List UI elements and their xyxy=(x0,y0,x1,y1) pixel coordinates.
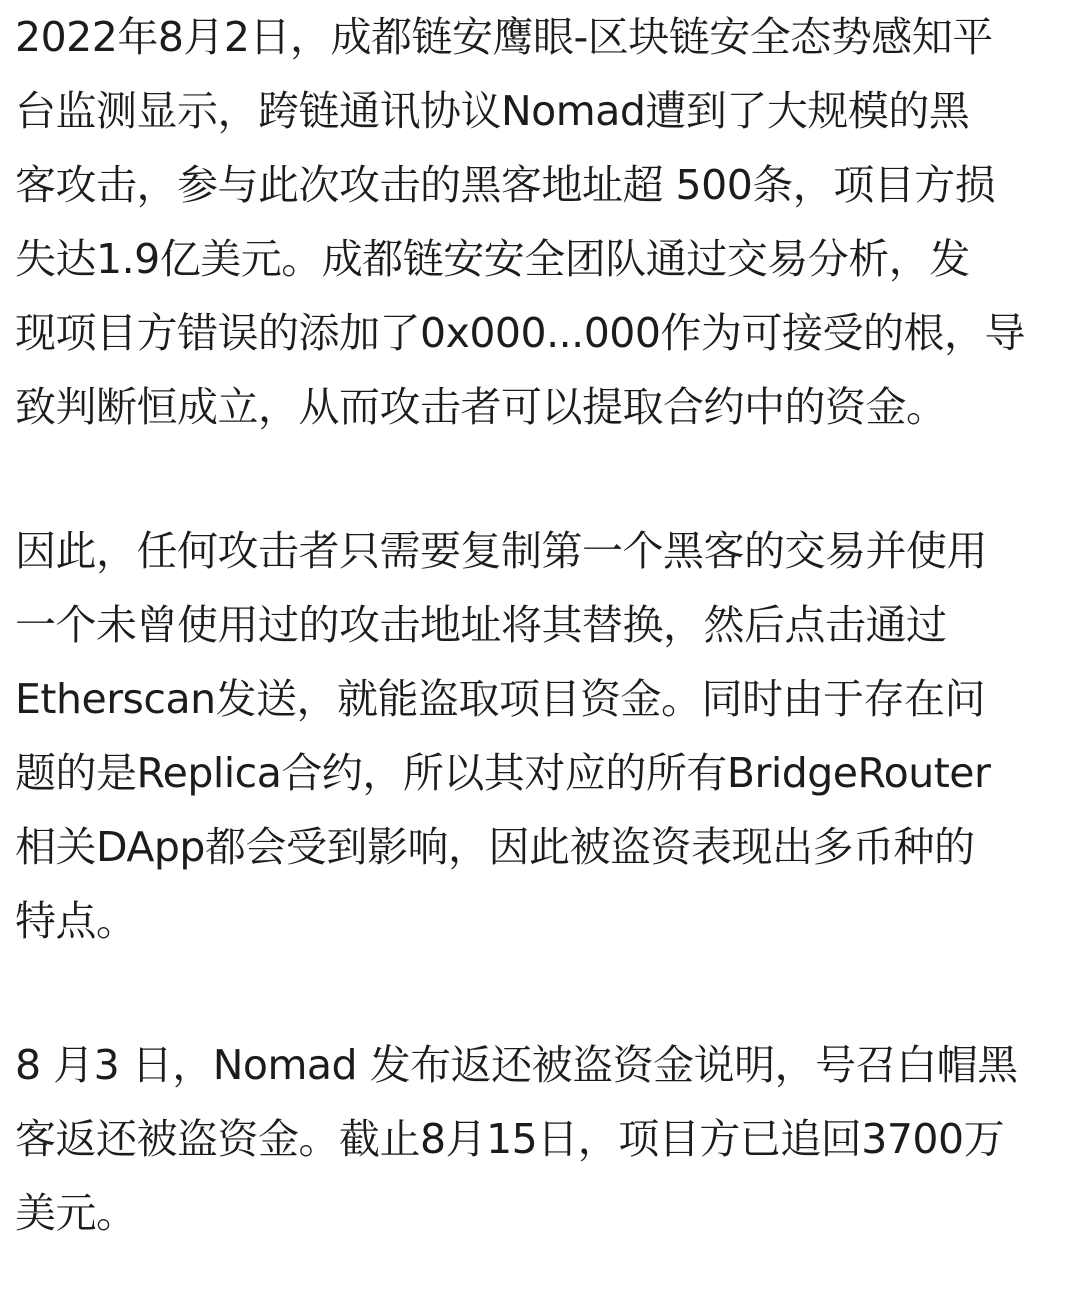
text-line: 题的是Replica合约，所以其对应的所有BridgeRouter xyxy=(15,749,991,797)
paragraph-spacer xyxy=(15,444,1070,514)
text-line: 相关DApp都会受到影响，因此被盗资表现出多币种的 xyxy=(15,823,975,871)
text-line: 特点。 xyxy=(15,897,137,945)
text-line: 8 月3 日，Nomad 发布返还被盗资金说明，号召白帽黑 xyxy=(15,1041,1018,1089)
text-line: 客返还被盗资金。截止8月15日，项目方已追回3700万 xyxy=(15,1115,1005,1163)
text-line: 台监测显示，跨链通讯协议Nomad遭到了大规模的黑 xyxy=(15,87,970,135)
paragraph-1 xyxy=(15,0,1070,444)
text-line: 客攻击，参与此次攻击的黑客地址超 500条，项目方损 xyxy=(15,161,996,209)
text-line: Etherscan发送，就能盗取项目资金。同时由于存在问 xyxy=(15,675,986,723)
text-line: 现项目方错误的添加了0x000...000作为可接受的根，导 xyxy=(15,309,1025,357)
paragraph-3 xyxy=(15,1028,1070,1250)
text-line: 失达1.9亿美元。成都链安安全团队通过交易分析，发 xyxy=(15,235,970,283)
article-body xyxy=(15,0,1070,1250)
text-line: 美元。 xyxy=(15,1189,137,1237)
paragraph-spacer xyxy=(15,958,1070,1028)
text-line: 2022年8月2日，成都链安鹰眼-区块链安全态势感知平 xyxy=(15,13,993,61)
paragraph-2 xyxy=(15,514,1070,958)
text-line: 一个未曾使用过的攻击地址将其替换，然后点击通过 xyxy=(15,601,947,649)
text-line: 致判断恒成立，从而攻击者可以提取合约中的资金。 xyxy=(15,383,947,431)
text-line: 因此，任何攻击者只需要复制第一个黑客的交易并使用 xyxy=(15,527,987,575)
